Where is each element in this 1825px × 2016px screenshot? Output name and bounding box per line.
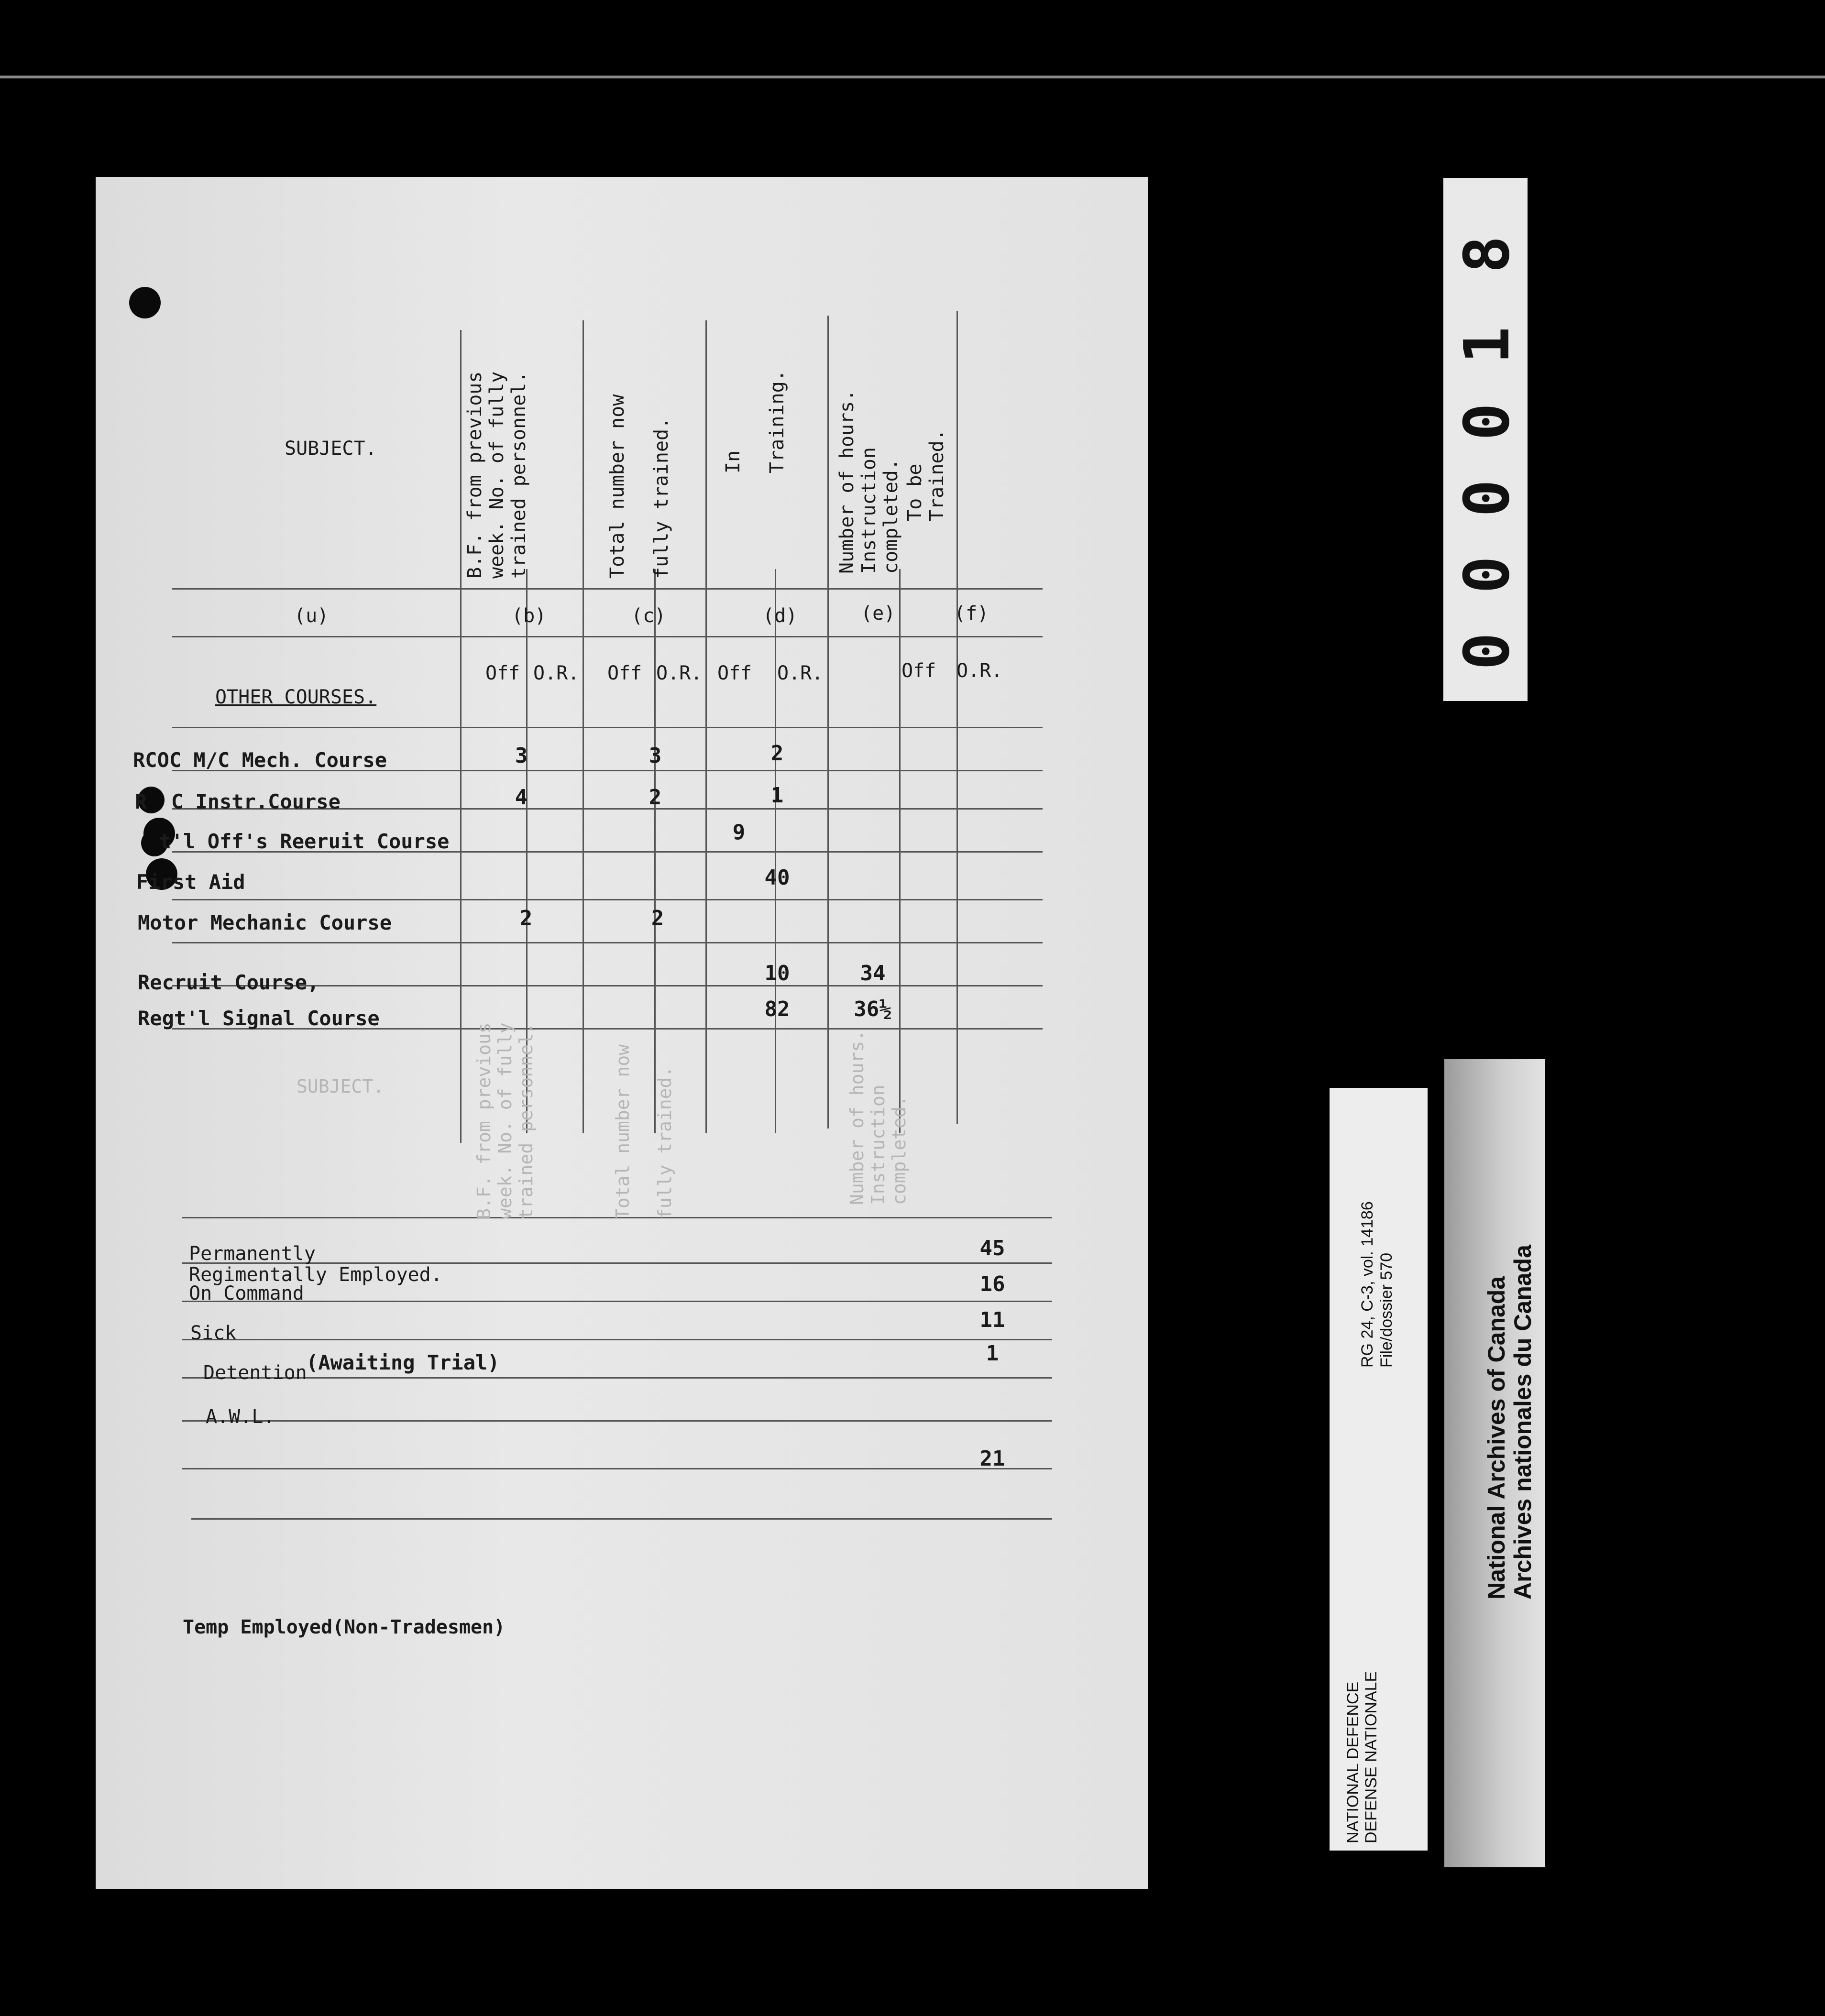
status-label: Permanently Regimentally Employed. xyxy=(189,1243,442,1286)
row-label: First Aid xyxy=(136,870,245,894)
frame-number-stamp xyxy=(1443,178,1528,701)
row-label: Motor Mechanic Course xyxy=(138,911,392,934)
cell-c-or: 2 xyxy=(651,906,664,931)
reference-line: RG 24, C-3, vol. 14186 xyxy=(1358,1201,1376,1368)
row-label: Regt'l Signal Course xyxy=(138,1007,380,1030)
col-letter: (e) xyxy=(861,603,896,625)
subhead-off: Off xyxy=(485,662,520,684)
cell-d-or: 40 xyxy=(764,866,790,890)
row-label: t'l Off's Reeruit Course xyxy=(135,830,450,853)
cell-d-or: 1 xyxy=(770,783,784,808)
cell-d-or: 10 xyxy=(764,961,790,986)
subhead-off: Off xyxy=(902,660,936,682)
cell-f-or: 16 xyxy=(979,1272,1005,1296)
stamp-digit: 0 xyxy=(1451,632,1523,670)
cell-e: 34 xyxy=(860,961,886,986)
reference-line: File/dossier 570 xyxy=(1377,1252,1396,1368)
stamp-digit: 8 xyxy=(1451,235,1523,274)
archive-brand-line: Archives nationales du Canada xyxy=(1509,1245,1536,1600)
cell-e: 36½ xyxy=(854,997,892,1021)
cell-f-or: 45 xyxy=(979,1236,1005,1260)
department-line: DEFENSE NATIONALE xyxy=(1362,1671,1380,1843)
cell-c-or: 2 xyxy=(649,785,662,810)
col-letter: (b) xyxy=(512,605,547,627)
cell-c-or: 3 xyxy=(649,744,662,768)
status-label: Detention xyxy=(203,1362,307,1384)
cell-b-or: 3 xyxy=(515,744,528,768)
archive-reference-label xyxy=(1330,1088,1428,1851)
cell-d-or: 82 xyxy=(764,997,790,1021)
cell-f-or: 11 xyxy=(979,1308,1005,1332)
subhead-off: Off xyxy=(717,662,752,684)
section-title: OTHER COURSES. xyxy=(215,686,377,708)
cell-f-or: 1 xyxy=(986,1341,999,1366)
cell-d-or: 2 xyxy=(770,741,784,766)
col-f-header: To be Trained. xyxy=(904,429,948,521)
stamp-digit: 0 xyxy=(1451,403,1523,441)
subhead-or: O.R. xyxy=(956,660,1003,682)
archive-brand-line: National Archives of Canada xyxy=(1483,1276,1510,1600)
col-e-header: Number of hours. Instruction completed. xyxy=(836,389,902,574)
status-label: A.W.L. xyxy=(206,1406,275,1428)
col-letter: (d) xyxy=(763,605,798,627)
status-note: (Awaiting Trial) xyxy=(306,1351,500,1374)
status-label: Sick xyxy=(190,1322,237,1344)
cell-b-or: 4 xyxy=(515,785,528,810)
status-label: Temp Employed(Non-Tradesmen) xyxy=(183,1616,506,1638)
col-b-header: B.F. from previous week. No. of fully trained personnel. xyxy=(464,371,530,579)
cell-b-or: 2 xyxy=(519,906,533,931)
bleed-through-text: SUBJECT. xyxy=(297,1076,385,1097)
department-line: NATIONAL DEFENCE xyxy=(1344,1681,1362,1843)
col-d-header: In Training. xyxy=(722,370,788,473)
row-label: R C Instr.Course xyxy=(135,790,341,813)
subhead-or: O.R. xyxy=(533,662,580,684)
row-label: Recruit Course, xyxy=(138,971,319,994)
subject-header: SUBJECT. xyxy=(285,438,377,460)
cell-d-off: 9 xyxy=(732,820,746,844)
status-label: On Command xyxy=(189,1282,304,1304)
col-letter: (f) xyxy=(954,603,989,625)
subhead-or: O.R. xyxy=(777,662,824,684)
col-letter: (c) xyxy=(631,605,666,627)
row-label: RCOC M/C Mech. Course xyxy=(133,748,387,772)
archive-brand-band xyxy=(1444,1059,1545,1867)
cell-f-or: 21 xyxy=(979,1446,1005,1471)
punch-hole xyxy=(129,287,161,318)
bleed-through-text: Total number now fully trained. xyxy=(612,1044,675,1219)
subhead-off: Off xyxy=(607,662,642,684)
stamp-digit: 0 xyxy=(1451,556,1523,594)
bleed-through-text: B.F. from previous week. No. of fully trained personnel. xyxy=(473,1022,537,1219)
document-sheet xyxy=(96,177,1148,1889)
col-c-header: Total number now fully trained. xyxy=(606,394,672,579)
col-letter: (u) xyxy=(294,605,329,627)
stamp-digit: 1 xyxy=(1451,326,1523,364)
stamp-digit: 0 xyxy=(1451,479,1523,517)
bleed-through-text: Number of hours. Instruction completed. xyxy=(847,1030,910,1205)
subhead-or: O.R. xyxy=(656,662,703,684)
top-border-line xyxy=(0,76,1825,78)
